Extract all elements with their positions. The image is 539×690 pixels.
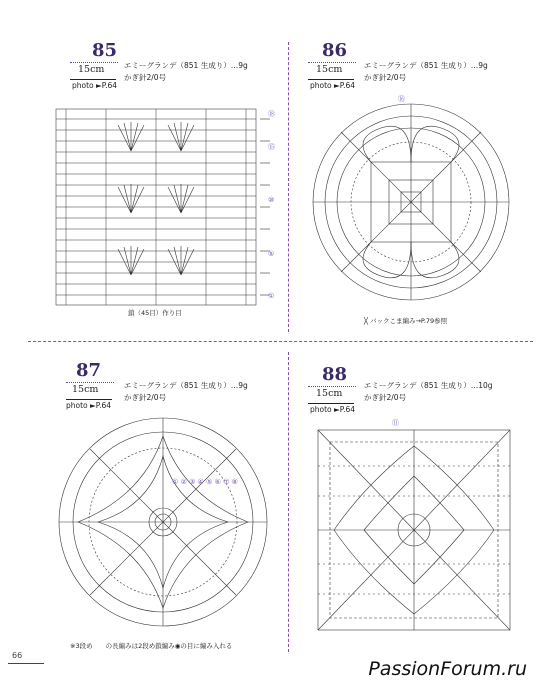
photo-reference: photo ►P.64 xyxy=(310,81,356,90)
pattern-size: 15cm xyxy=(72,384,99,395)
pattern-number: 85 xyxy=(92,40,118,61)
yarn-info: エミーグランデ（851 生成り）…10g xyxy=(364,381,493,390)
page-number: 66 xyxy=(12,651,23,660)
row-marker: ⑤ xyxy=(268,250,275,258)
yarn-info: エミーグランデ（851 生成り）…9g xyxy=(364,61,488,70)
hook-info: かぎ針2/0号 xyxy=(124,73,167,82)
size-underline xyxy=(308,79,354,80)
chart-caption: ╳ バックこま編み→P.79参照 xyxy=(364,317,448,325)
size-underline xyxy=(70,79,116,80)
chart-85-diagram xyxy=(48,105,278,315)
pattern-size: 15cm xyxy=(78,64,105,75)
row-marker: ⑪ xyxy=(392,419,399,427)
row-marker: ④ xyxy=(197,478,204,486)
photo-reference: photo ►P.64 xyxy=(66,401,112,410)
row-marker: ⑮ xyxy=(268,143,275,151)
number-underline xyxy=(66,382,114,383)
size-underline xyxy=(308,403,354,404)
chart-86-diagram xyxy=(311,98,511,308)
photo-reference: photo ►P.64 xyxy=(310,405,356,414)
divider-vertical-top xyxy=(288,42,289,332)
number-underline xyxy=(70,62,118,63)
hook-info: かぎ針2/0号 xyxy=(364,73,407,82)
photo-reference: photo ►P.64 xyxy=(72,81,118,90)
chart-88-diagram xyxy=(314,426,514,636)
row-marker: ⑤ xyxy=(206,478,213,486)
number-underline xyxy=(308,62,356,63)
yarn-info: エミーグランデ（851 生成り）…9g xyxy=(124,381,248,390)
chart-caption: 鎖（45目）作り目 xyxy=(128,309,182,317)
hook-info: かぎ針2/0号 xyxy=(364,393,407,402)
divider-vertical-bottom xyxy=(288,352,289,652)
pattern-number: 88 xyxy=(322,364,348,385)
page-number-underline xyxy=(8,663,44,664)
row-marker: ② xyxy=(180,478,187,486)
chart-caption: ※3段め の長編みは2段め鎖編み◉の目に編み入れる xyxy=(70,642,233,650)
row-marker: ③ xyxy=(189,478,196,486)
row-marker: ⑧ xyxy=(231,478,238,486)
row-marker: ⑥ xyxy=(214,478,221,486)
number-underline xyxy=(308,386,356,387)
watermark: PassionForum.ru xyxy=(368,658,527,680)
row-markers xyxy=(172,478,238,486)
pattern-size: 15cm xyxy=(316,388,343,399)
row-marker: ⑱ xyxy=(268,110,275,118)
row-marker: ① xyxy=(268,292,275,300)
chart-87-diagram xyxy=(48,416,278,628)
divider-horizontal xyxy=(28,341,533,342)
row-marker: ① xyxy=(172,478,179,486)
row-marker: ⑯ xyxy=(398,95,405,103)
pattern-number: 86 xyxy=(322,40,348,61)
yarn-info: エミーグランデ（851 生成り）…9g xyxy=(124,61,248,70)
pattern-size: 15cm xyxy=(316,64,343,75)
row-marker: ⑦ xyxy=(223,478,230,486)
hook-info: かぎ針2/0号 xyxy=(124,393,167,402)
pattern-number: 87 xyxy=(76,360,102,381)
row-marker: ⑩ xyxy=(268,196,275,204)
size-underline xyxy=(66,399,112,400)
